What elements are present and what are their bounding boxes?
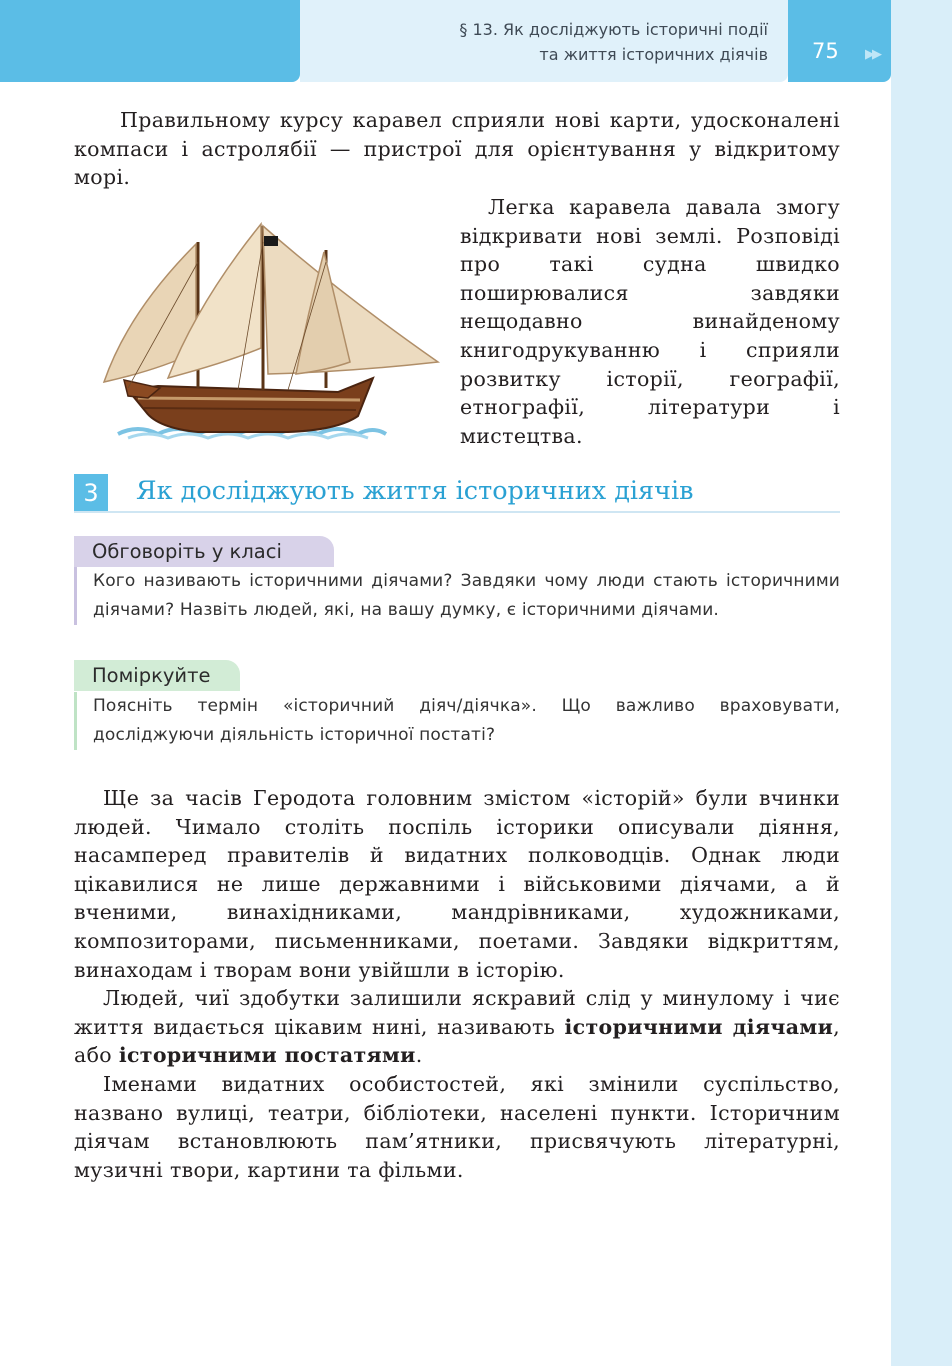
section-title: Як досліджують життя історичних діячів: [136, 476, 694, 506]
main-paragraph-3: Іменами видатних особистостей, які змінили суспільство, названо вулиці, театри, бібліотеки, населені пункти. Історичним діячам встановлюють пам’ятники, присвячують літературні, музичні твори, картини та фільми.: [74, 1071, 840, 1182]
running-header-line2: та життя історичних діячів: [539, 45, 768, 64]
main-p2-start: Людей, чиї здобутки залишили яскравий слід у минулому і чиє життя видається цікавим нині, називають: [74, 986, 840, 1039]
term-historical-personalities: історичними постатями: [118, 1043, 416, 1068]
intro-paragraph-2: Легка каравела давала змогу відкривати нові землі. Розповіді про такі судна швидко поширювалися завдяки нещодавно винайденому книгодрукуванню і сприяли розвитку історії, географії, етнографії, літератури і мистецтва.: [460, 195, 840, 448]
main-text: [74, 784, 840, 1184]
page-number-box: [788, 0, 891, 82]
running-header-line1: § 13. Як досліджують історичні події: [459, 20, 768, 39]
next-arrow-icon: ▶▶: [865, 47, 879, 62]
page-number: 75: [812, 39, 839, 63]
think-label: Поміркуйте: [74, 660, 240, 691]
caravel-ship-illustration: [88, 202, 444, 442]
intro-paragraph-1: Правильному курсу каравел сприяли нові карти, удосконалені компаси і астролябії — пристрої для орієнтування у відкритому морі.: [74, 108, 840, 190]
main-p2-mid: , або: [74, 1014, 841, 1068]
header-accent-bar: [0, 0, 300, 82]
section-number: 3: [74, 474, 108, 512]
think-text: Поясніть термін «історичний діяч/діячка». Що важливо враховувати, досліджуючи діяльність історичної постаті?: [74, 692, 840, 750]
right-margin-strip: [891, 0, 952, 1366]
main-paragraph-1: Ще за часів Геродота головним змістом «історій» були вчинки людей. Чимало століть поспіль історики описували діяння, насамперед правителів й видатних полководців. Однак люди цікавилися не лише державними і військовими діячами, а й вченими, винахідниками, мандрівниками, художниками, композиторами, письменниками, поетами. Завдяки відкриттям, винаходам і творам вони увійшли в історію.: [74, 786, 840, 982]
main-paragraph-2: [74, 984, 840, 1070]
term-historical-figures: історичними діячами: [564, 1014, 834, 1039]
discuss-label: Обговоріть у класі: [74, 536, 334, 567]
main-p2-end: .: [415, 1043, 423, 1068]
section-divider: [74, 511, 840, 513]
running-header: [300, 0, 788, 82]
discuss-text: Кого називають історичними діячами? Завдяки чому люди стають історичними діячами? Назвіть людей, які, на вашу думку, є історичними діячами.: [74, 567, 840, 625]
